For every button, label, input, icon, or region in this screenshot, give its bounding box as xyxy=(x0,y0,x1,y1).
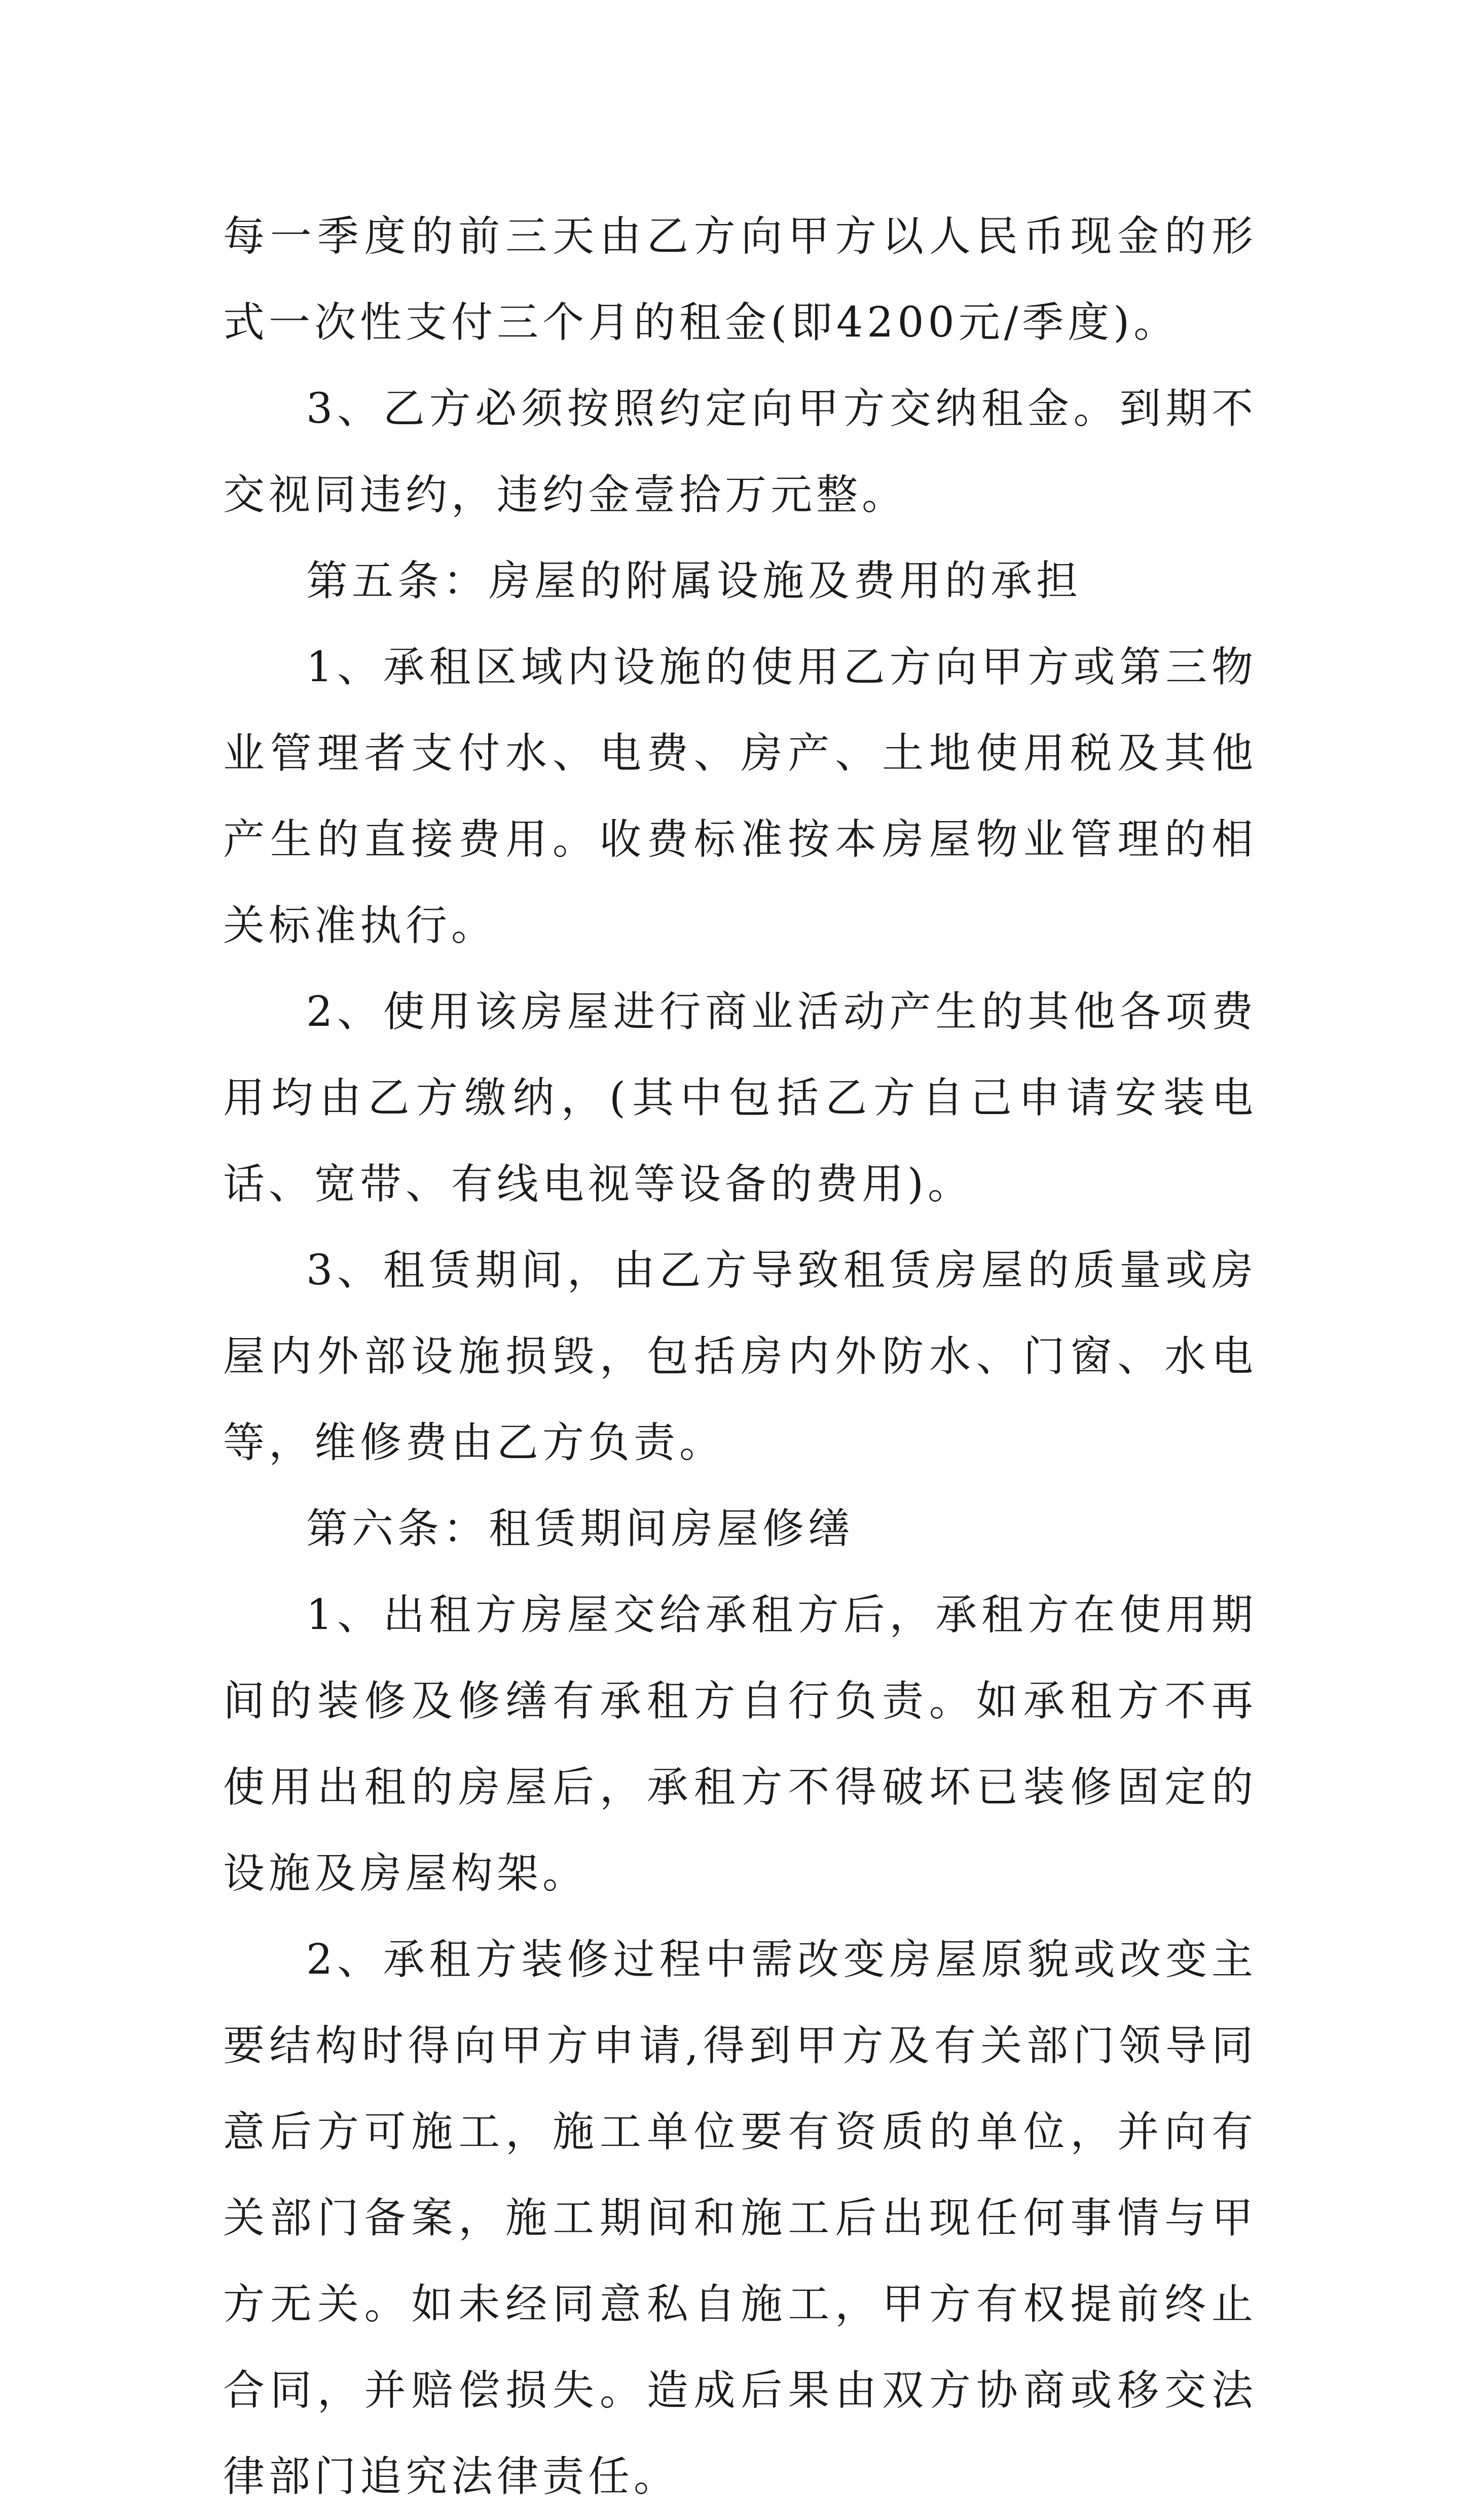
heading-article-6: 第六条：租赁期间房屋修缮 xyxy=(306,1505,854,1553)
paragraph-renovation-responsibility: 1、出租方房屋交给承租方后，承租方在使用期间的装修及修缮有承租方自行负责。如承租方不再使用出租的房屋后，承租方不得破坏已装修固定的设施及房屋构架。 xyxy=(223,1591,1257,1898)
heading-article-5: 第五条：房屋的附属设施及费用的承担 xyxy=(306,557,1082,605)
document-body xyxy=(223,194,1257,2520)
paragraph-rent-obligation: 3、乙方必须按照约定向甲方交纳租金。到期不交视同违约，违约金壹拾万元整。 xyxy=(223,385,1257,519)
paragraph-damage-repair: 3、租赁期间，由乙方导致租赁房屋的质量或房屋内外部设施损毁，包括房内外防水、门窗、水电等，维修费由乙方负责。 xyxy=(223,1246,1257,1467)
paragraph-structural-changes: 2、承租方装修过程中需改变房屋原貌或改变主要结构时得向甲方申请,得到甲方及有关部门领导同意后方可施工，施工单位要有资质的单位，并向有关部门备案，施工期间和施工后出现任何事情与甲方无关。如未经同意私自施工，甲方有权提前终止合同，并赔偿损失。造成后果由双方协商或移交法律部门追究法律责任。 xyxy=(223,1936,1257,2501)
paragraph-facility-fees: 1、承租区域内设施的使用乙方向甲方或第三物业管理者支付水、电费、房产、土地使用税及其他产生的直接费用。收费标准按本房屋物业管理的相关标准执行。 xyxy=(223,643,1257,950)
paragraph-business-fees: 2、使用该房屋进行商业活动产生的其他各项费用均由乙方缴纳，(其中包括乙方自己申请安装电话、宽带、有线电视等设备的费用)。 xyxy=(223,988,1257,1208)
paragraph-rent-payment: 每一季度的前三天由乙方向甲方以人民币现金的形式一次性支付三个月的租金(即4200元/季度)。 xyxy=(223,212,1257,347)
